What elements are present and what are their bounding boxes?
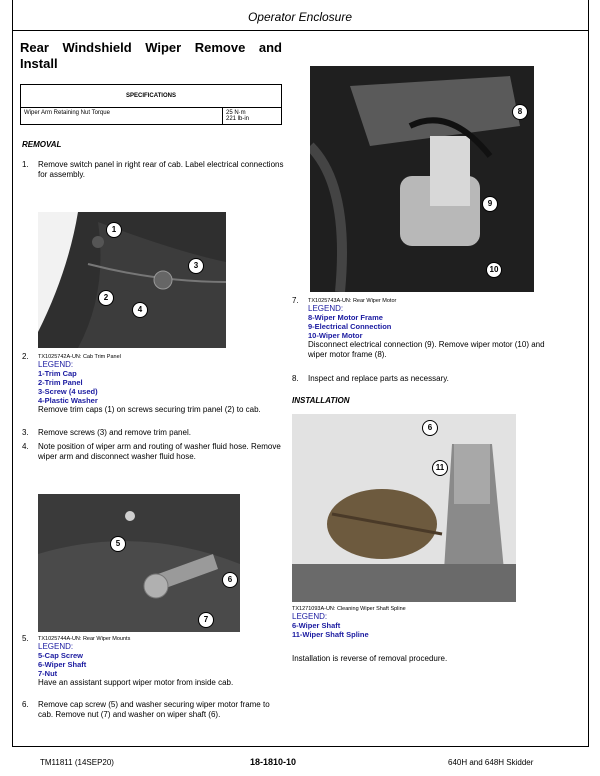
legend-item: 4-Plastic Washer: [38, 396, 98, 405]
callout-2: 2: [98, 290, 114, 306]
spec-value: [223, 108, 282, 125]
cab-trim-panel-image: [38, 212, 226, 348]
spec-value-imperial: 221 lb-in: [226, 116, 250, 122]
step-4: [22, 442, 284, 462]
legend-item: 9-Electrical Connection: [308, 322, 392, 331]
footer-right: 640H and 648H Skidder: [448, 758, 534, 767]
callout-9: 9: [482, 196, 498, 212]
page-right-border: [588, 30, 589, 746]
page-header-title: Operator Enclosure: [247, 10, 353, 24]
step-number: 4.: [22, 442, 29, 451]
wiper-shaft-spline-image: [292, 414, 516, 602]
step-text: Remove switch panel in right rear of cab. Label electrical connections for assembly.: [38, 160, 284, 179]
step-text: Remove screws (3) and remove trim panel.: [38, 428, 191, 437]
legend-item: 11-Wiper Shaft Spline: [292, 630, 369, 639]
rear-wiper-mounts-illustration: [38, 494, 240, 632]
step-text: Remove cap screw (5) and washer securing wiper motor frame to cab. Remove nut (7) and washer on wiper shaft (6).: [38, 700, 270, 719]
legend-item: 10-Wiper Motor: [308, 331, 363, 340]
callout-4: 4: [132, 302, 148, 318]
specifications-heading: SPECIFICATIONS: [21, 85, 282, 108]
footer-left: TM11811 (14SEP20): [40, 758, 114, 767]
step-number: 7.: [292, 296, 299, 305]
spec-value-metric: 25 N·m: [226, 110, 246, 116]
installation-heading: INSTALLATION: [292, 396, 350, 405]
callout-3: 3: [188, 258, 204, 274]
legend-title: LEGEND:: [308, 304, 344, 313]
legend-item: 1-Trim Cap: [38, 369, 77, 378]
step-number: 1.: [22, 160, 29, 169]
cab-trim-panel-illustration: [38, 212, 226, 348]
callout-6: 6: [422, 420, 438, 436]
legend-title: LEGEND:: [38, 360, 74, 369]
header-rule: [12, 30, 589, 31]
page-left-border: [12, 30, 13, 746]
figure-text: Have an assistant support wiper motor from inside cab.: [38, 678, 234, 687]
legend-title: LEGEND:: [38, 642, 74, 651]
figure-5-block: [22, 634, 284, 688]
rear-wiper-mounts-image: [38, 494, 240, 632]
step-6: [22, 700, 284, 720]
figure-caption: TX1025742A-UN: Cab Trim Panel: [38, 354, 121, 360]
header-right-rule: [588, 0, 589, 30]
rear-wiper-motor-image: [310, 66, 534, 292]
step-3: [22, 428, 284, 438]
callout-1: 1: [106, 222, 122, 238]
step-1: [22, 160, 284, 180]
figure-7-block: [292, 296, 560, 360]
legend-item: 6-Wiper Shaft: [292, 621, 341, 630]
installation-figure-block: [292, 606, 560, 639]
callout-8: 8: [512, 104, 528, 120]
legend-item: 2-Trim Panel: [38, 378, 83, 387]
wiper-shaft-spline-illustration: [292, 414, 516, 602]
callout-11: 11: [432, 460, 448, 476]
table-row: [21, 108, 282, 125]
legend-item: 3-Screw (4 used): [38, 387, 98, 396]
callout-10: 10: [486, 262, 502, 278]
header-left-rule: [12, 0, 13, 30]
figure-caption: TX1025744A-UN: Rear Wiper Mounts: [38, 636, 131, 642]
legend-item: 7-Nut: [38, 669, 58, 678]
step-text: Inspect and replace parts as necessary.: [308, 374, 449, 383]
legend-item: 5-Cap Screw: [38, 651, 84, 660]
specifications-table: [20, 84, 282, 125]
spec-label: Wiper Arm Retaining Nut Torque: [21, 108, 223, 125]
legend-title: LEGEND:: [292, 612, 328, 621]
section-title: Rear Windshield Wiper Remove and Install: [20, 40, 282, 71]
step-number: 5.: [22, 634, 29, 643]
callout-5: 5: [110, 536, 126, 552]
figure-caption: TX1271093A-UN: Cleaning Wiper Shaft Spline: [292, 606, 406, 612]
figure-2-block: [22, 352, 284, 415]
step-number: 8.: [292, 374, 299, 383]
figure-text: Remove trim caps (1) on screws securing trim panel (2) to cab.: [38, 405, 261, 414]
figure-text: Disconnect electrical connection (9). Remove wiper motor (10) and wiper motor frame (8).: [308, 340, 545, 359]
legend-item: 8-Wiper Motor Frame: [308, 313, 383, 322]
footer-rule: [12, 746, 589, 747]
step-text: Note position of wiper arm and routing of washer fluid hose. Remove wiper arm and disconnect washer fluid hose.: [38, 442, 281, 461]
step-number: 6.: [22, 700, 29, 709]
callout-6: 6: [222, 572, 238, 588]
installation-text: Installation is reverse of removal procedure.: [292, 654, 448, 663]
figure-caption: TX1025743A-UN: Rear Wiper Motor: [308, 298, 397, 304]
callout-7: 7: [198, 612, 214, 628]
step-number: 3.: [22, 428, 29, 437]
footer-center: 18-1810-10: [250, 757, 297, 767]
removal-heading: REMOVAL: [22, 140, 62, 149]
step-number: 2.: [22, 352, 29, 361]
step-8: [292, 374, 560, 384]
legend-item: 6-Wiper Shaft: [38, 660, 87, 669]
rear-wiper-motor-illustration: [310, 66, 534, 292]
